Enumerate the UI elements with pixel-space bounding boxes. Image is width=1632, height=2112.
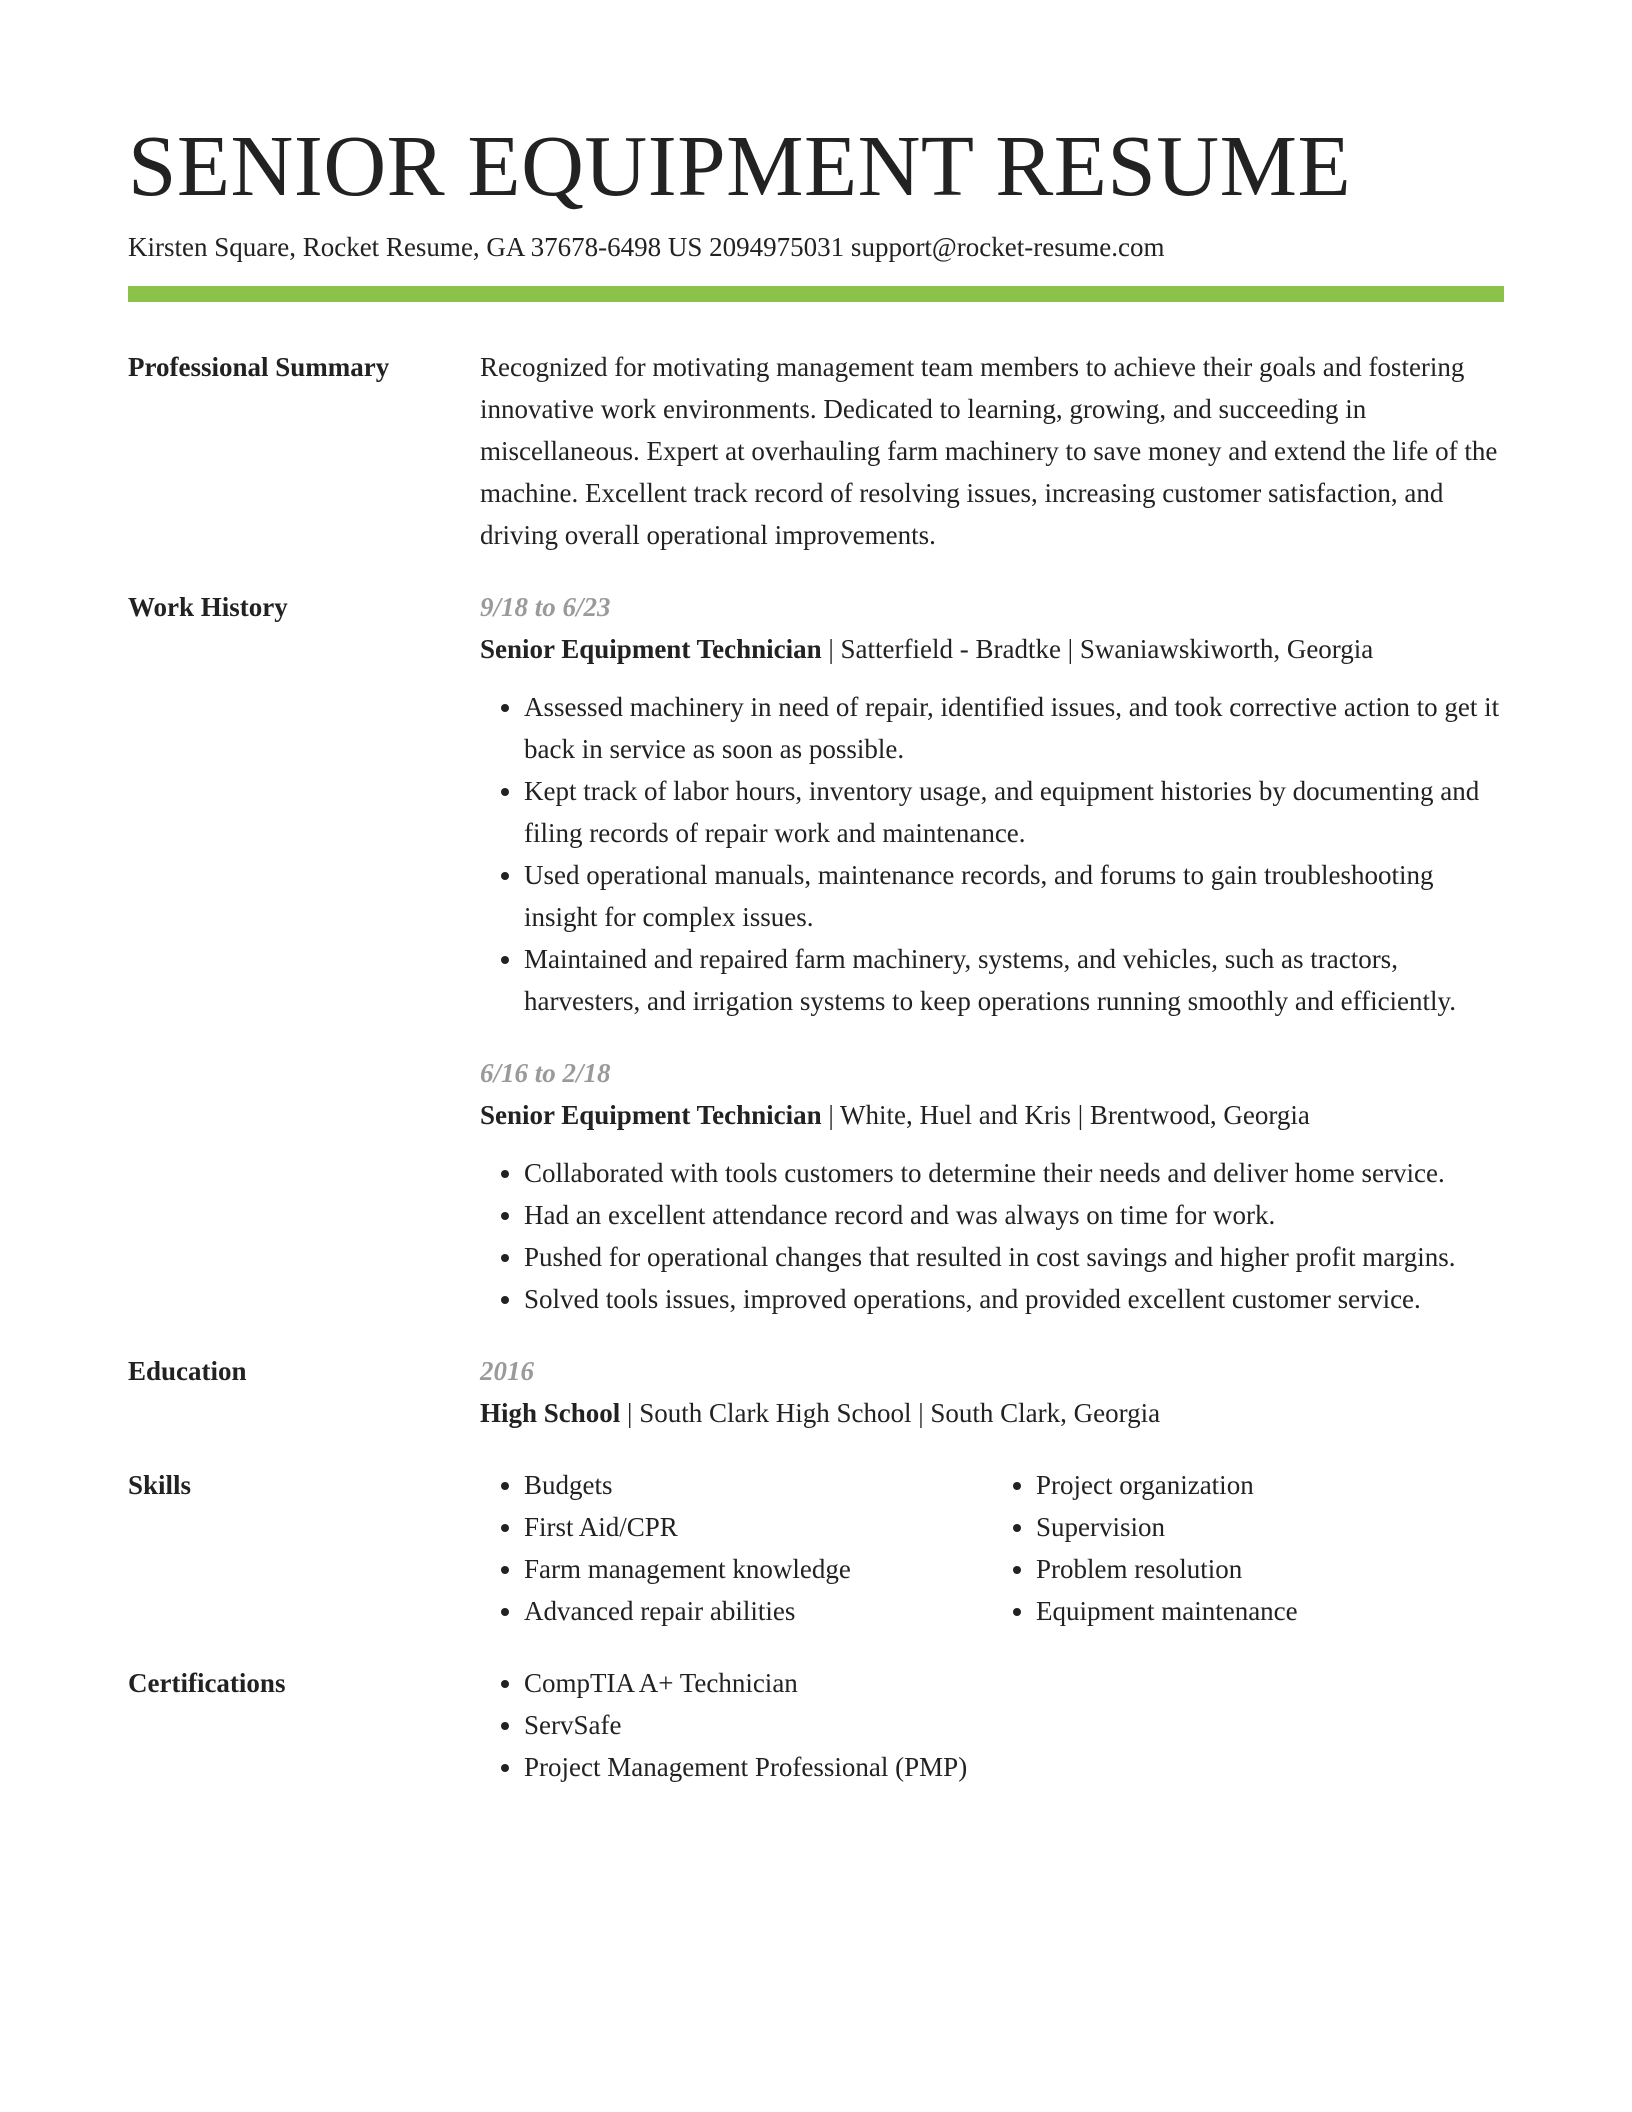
section-work-history	[128, 586, 1504, 1320]
skill-item: • Project organization	[1036, 1464, 1504, 1506]
job-bullets	[480, 686, 1504, 1022]
job-bullet: • Used operational manuals, maintenance records, and forums to gain troubleshooting insight for complex issues.	[524, 854, 1504, 938]
accent-divider	[128, 286, 1504, 302]
skill-item: • Problem resolution	[1036, 1548, 1504, 1590]
skills-body	[480, 1464, 1504, 1632]
skill-item: • First Aid/CPR	[524, 1506, 992, 1548]
section-label-work: Work History	[128, 592, 288, 622]
resume-title: SENIOR EQUIPMENT RESUME	[128, 117, 1352, 214]
section-label-certifications: Certifications	[128, 1668, 286, 1698]
job-bullets	[480, 1152, 1504, 1320]
job-entry	[480, 1052, 1504, 1320]
section-label-skills: Skills	[128, 1470, 192, 1500]
education-heading	[480, 1392, 1504, 1434]
job-details: | Satterfield - Bradtke | Swaniawskiworth, Georgia	[821, 634, 1374, 664]
education-details: | South Clark High School | South Clark, Georgia	[620, 1398, 1161, 1428]
section-summary	[128, 346, 1504, 556]
certification-item: • ServSafe	[524, 1704, 1504, 1746]
certifications-body	[480, 1662, 1504, 1788]
skill-item: • Budgets	[524, 1464, 992, 1506]
contact-line: Kirsten Square, Rocket Resume, GA 37678-6498 US 2094975031 support@rocket-resume.com	[128, 232, 1165, 262]
skill-item: • Advanced repair abilities	[524, 1590, 992, 1632]
education-body	[480, 1350, 1504, 1434]
section-label-education: Education	[128, 1356, 247, 1386]
job-dates: 9/18 to 6/23	[480, 592, 611, 622]
skills-column-1	[480, 1464, 992, 1632]
job-bullet: • Collaborated with tools customers to determine their needs and deliver home service.	[524, 1152, 1504, 1194]
job-heading	[480, 1094, 1504, 1136]
section-certifications	[128, 1662, 1504, 1788]
summary-text: Recognized for motivating management team members to achieve their goals and fostering innovative work environments. Dedicated to learning, growing, and succeeding in miscellaneous. Expert at overhauling farm machinery to save money and extend the life of the machine. Excellent track record of resolving issues, increasing customer satisfaction, and driving overall operational improvements.	[480, 352, 1498, 550]
section-education	[128, 1350, 1504, 1434]
certifications-list	[480, 1662, 1504, 1788]
job-heading	[480, 628, 1504, 670]
job-entry	[480, 586, 1504, 1022]
summary-body	[480, 346, 1504, 556]
skills-columns	[480, 1464, 1504, 1632]
work-body	[480, 586, 1504, 1320]
job-bullet: • Assessed machinery in need of repair, identified issues, and took corrective action to get it back in service as soon as possible.	[524, 686, 1504, 770]
job-details: | White, Huel and Kris | Brentwood, Georgia	[821, 1100, 1310, 1130]
job-bullet: • Kept track of labor hours, inventory usage, and equipment histories by documenting and filing records of repair work and maintenance.	[524, 770, 1504, 854]
skill-item: • Equipment maintenance	[1036, 1590, 1504, 1632]
job-dates: 6/16 to 2/18	[480, 1058, 611, 1088]
certification-item: • Project Management Professional (PMP)	[524, 1746, 1504, 1788]
skill-item: • Farm management knowledge	[524, 1548, 992, 1590]
education-degree: High School	[480, 1398, 621, 1428]
job-bullet: • Pushed for operational changes that resulted in cost savings and higher profit margins.	[524, 1236, 1504, 1278]
job-bullet: • Had an excellent attendance record and was always on time for work.	[524, 1194, 1504, 1236]
resume-content	[128, 346, 1504, 1788]
section-label-summary: Professional Summary	[128, 352, 390, 382]
certification-item: • CompTIA A+ Technician	[524, 1662, 1504, 1704]
job-title: Senior Equipment Technician	[480, 634, 822, 664]
skills-column-2	[992, 1464, 1504, 1632]
education-year: 2016	[480, 1356, 534, 1386]
skill-item: • Supervision	[1036, 1506, 1504, 1548]
section-skills	[128, 1464, 1504, 1632]
job-bullet: • Maintained and repaired farm machinery, systems, and vehicles, such as tractors, harvesters, and irrigation systems to keep operations running smoothly and efficiently.	[524, 938, 1504, 1022]
job-bullet: • Solved tools issues, improved operations, and provided excellent customer service.	[524, 1278, 1504, 1320]
job-title: Senior Equipment Technician	[480, 1100, 822, 1130]
